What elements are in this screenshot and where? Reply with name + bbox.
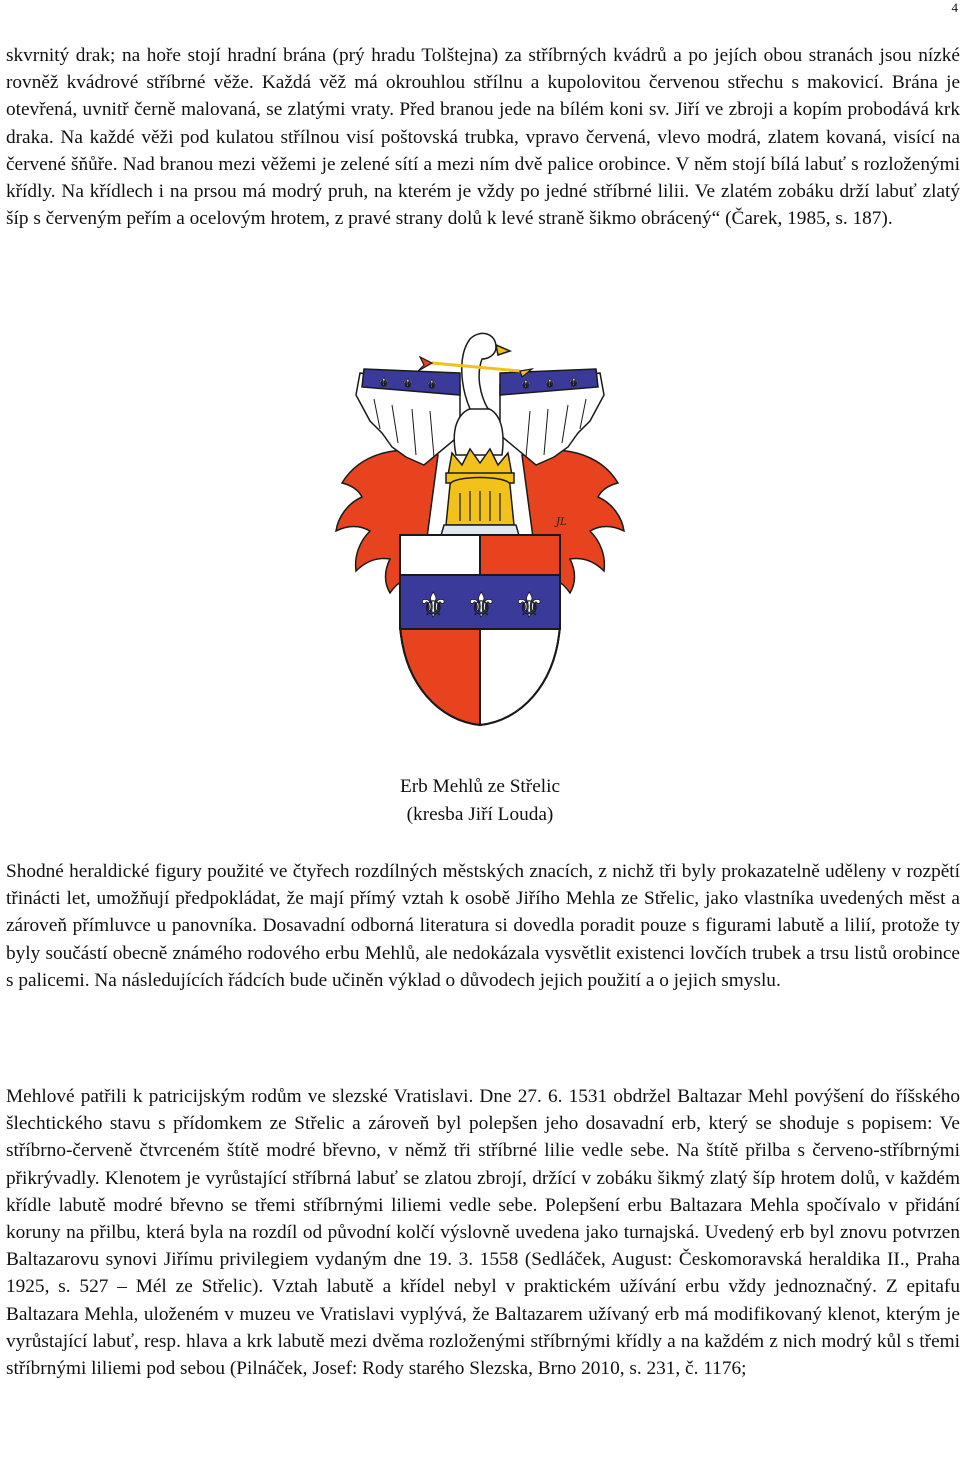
page-number: 4: [951, 0, 958, 15]
lily-icon: ⚜: [466, 586, 497, 626]
helmet: [440, 478, 520, 540]
lily-icon: ⚜: [378, 376, 390, 391]
lily-icon: ⚜: [514, 586, 545, 626]
paragraph-heraldic-figures: Shodné heraldické figury použité ve čtyřech rozdílných městských znacích, z nichž tři byly prokazatelně uděleny v rozpětí třinácti let, umožňují předpokládat, že mají přímý vztah k osobě Jiřího Mehla ze Střelic, jako vlastníka uvedených měst a zároveň přímluvce u panovníka. Dosavadní odborná literatura si dovedla poradit pouze s figurami labutě a lilií, protože ty byly součástí obecně známého rodového erbu Mehlů, ale nedokázala vysvětlit existenci lovčích trubek a trsu listů orobince s palicemi. Na následujících řádcích bude učiněn výklad o důvodech jejich použití a o jejich smyslu.: [6, 861, 960, 991]
lily-icon: ⚜: [402, 377, 414, 392]
lily-icon: ⚜: [520, 378, 532, 393]
paragraph-mehl-family: Mehlové patřili k patricijským rodům ve slezské Vratislavi. Dne 27. 6. 1531 obdržel Baltazar Mehl povýšení do říšského šlechtického stavu s přídomkem ze Střelic a zároveň byl polepšen jeho dosavadní erb, který se shoduje s popisem: Ve stříbrno-červeně čtvrceném štítě modré břevno, v němž tři stříbrné lilie vedle sebe. Na štítě přilba s červeno-stříbrnými přikrývadly. Klenotem je vyrůstající stříbrná labuť se zlatou zbrojí, držící v zobáku šikmý zlatý šíp hrotem dolů, v každém křídle labutě modré břevno se třemi stříbrnými liliemi vedle sebe. Polepšení erbu Baltazara Mehla spočívalo v přidání koruny na přilbu, která byla na rozdíl od původní kolčí výslovně uvedena jako turnajská. Uvedený erb byl znovu potvrzen Baltazarovu synovi Jiřímu privilegiem vydaným dne 19. 3. 1558 (Sedláček, August: Českomoravská heraldika II., Praha 1925, s. 527 – Mél ze Střelic). Vztah labutě a křídel nebyl v praktickém užívání erbu vždy jednoznačný. Z epitafu Baltazara Mehla, uloženém v muzeu ve Vratislavi vyplývá, že Baltazarem užívaný erb má modifikovaný klenot, kterým je vyrůstající labuť, resp. hlava a krk labutě mezi dvěma rozloženými stříbrnými křídly a na každém z nich modrý kůl s třemi stříbrnými liliemi pod sebou (Pilnáček, Josef: Rody starého Slezska, Brno 2010, s. 231, č. 1176;: [6, 1086, 960, 1380]
shield-lilies: [418, 586, 544, 626]
figure-caption-title: Erb Mehlů ze Střelic: [399, 776, 561, 797]
artist-signature: JL: [556, 517, 567, 528]
paragraph-description-continued: skvrnitý drak; na hoře stojí hradní brána (prý hradu Tolštejna) za stříbrných kvádrů a po jejích obou stranách jsou nízké rovněž kvádrové stříbrné věže. Každá věž má okrouhlou střílnu a kupolovitou červenou střechu s makovicí. Brána je otevřená, uvnitř černě malovaná, se zlatými vraty. Před branou jede na bílém koni sv. Jiří ve zbroji a kopím probodává krk draka. Na každé věži pod kulatou střílnou visí poštovská trubka, vpravo červená, vlevo modrá, zlatem kovaná, visící na červené šňůře. Nad branou mezi věžemi je zelené sítí a mezi ním dvě palice orobince. V něm stojí bílá labuť s rozloženými křídly. Na křídlech i na prsou má modrý pruh, na kterém je vždy po jedné stříbrné lilii. Ve zlatém zobáku drží labuť zlatý šíp s červeným peřím a ocelovým hrotem, z pravé strany dolů k levé straně šikmo obrácený“ (Čarek, 1985, s. 187).: [6, 45, 960, 230]
figure-caption-credit: (kresba Jiří Louda): [406, 804, 554, 825]
lily-icon: ⚜: [418, 586, 449, 626]
shield: [400, 535, 560, 725]
coat-of-arms-illustration: [320, 325, 640, 745]
lily-icon: ⚜: [568, 376, 580, 391]
lily-icon: ⚜: [426, 378, 438, 393]
lily-icon: ⚜: [544, 377, 556, 392]
